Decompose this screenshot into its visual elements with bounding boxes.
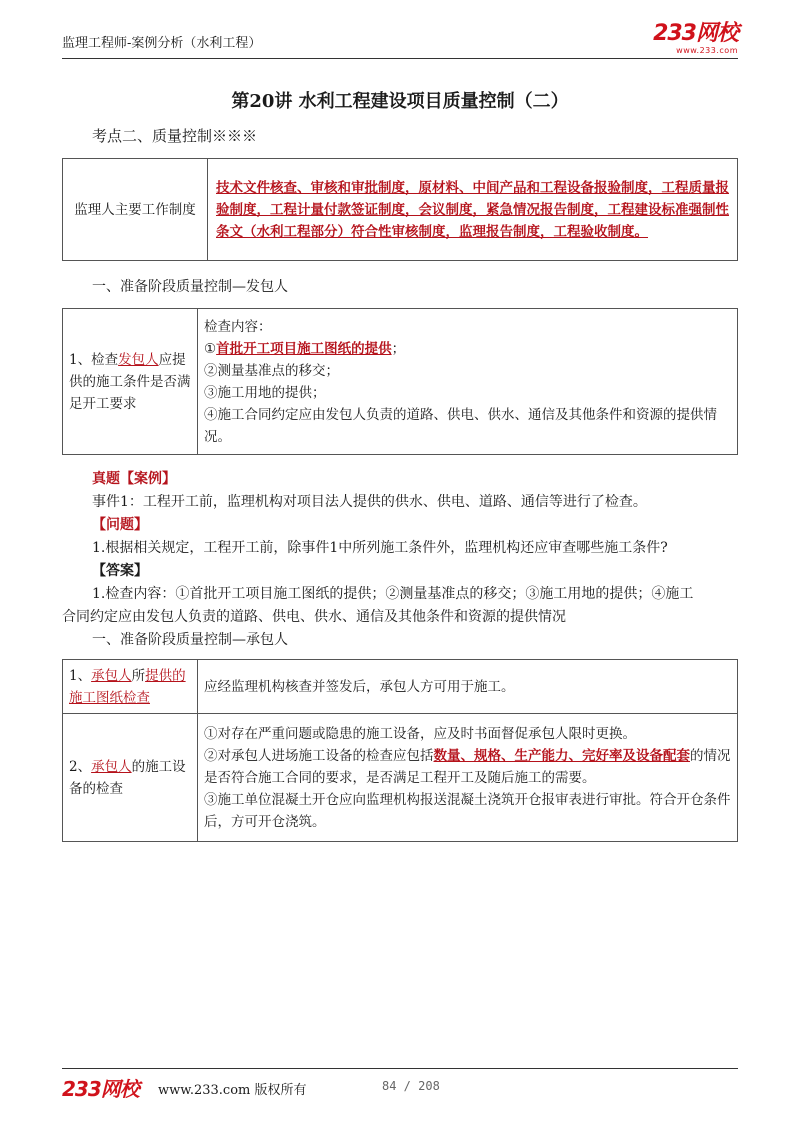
work-system-content: 技术文件核查、审核和审批制度，原材料、中间产品和工程设备报验制度，工程质量报验制度，工程计量付款签证制度，会议制度，紧急情况报告制度，工程建设标准强制性条文（水利工程部分）符合性审核制度，监理报告制度，工程验收制度。 [208,159,738,261]
answer-tag: 【答案】 [92,563,148,579]
logo-text: 233网校 [653,21,738,46]
label-prefix: 1、检查 [69,351,119,368]
row2-contractor: 承包人 [91,758,132,775]
employer-check-table [62,308,738,455]
case-event: 事件1：工程开工前，监理机构对项目法人提供的供水、供电、道路、通信等进行了检查。 [92,494,647,510]
drawing-check-content: 应经监理机构核查并签发后，承包人方可用于施工。 [198,660,738,714]
logo-url: www.233.com [676,46,738,55]
item-end: ； [391,340,406,357]
label-suffix: 应提供的施工条件是否满足开工要求 [69,351,191,412]
row2-suffix: 的施工设备的检查 [69,758,186,797]
drawing-check-label [63,660,198,714]
lecture-title: 第20讲 水利工程建设项目质量控制（二） [231,91,569,112]
row1-drawing-check: 提供的施工图纸检查 [69,667,186,706]
footer-site: www.233.com 版权所有 [158,1083,307,1098]
answer-line-2: 合同约定应由发包人负责的道路、供电、供水、通信及其他条件和资源的提供情况 [62,609,566,625]
row1-contractor: 承包人 [91,667,132,684]
equipment-item-3: ③施工单位混凝土开仓应向监理机构报送混凝土浇筑开仓报审表进行审批。符合开仓条件后，方可开仓浇筑。 [204,791,731,830]
question-tag: 【问题】 [92,517,148,533]
section-employer: 一、准备阶段质量控制—发包人 [92,279,288,295]
answer-line-1: 1.检查内容：①首批开工项目施工图纸的提供；②测量基准点的移交；③施工用地的提供；④施工 [92,586,694,602]
work-system-label: 监理人主要工作制度 [63,159,208,261]
employer-check-content [198,309,738,455]
equipment-item-2 [204,745,731,789]
topic-heading: 考点二、质量控制※※※ [92,127,258,145]
check-item-2: ②测量基准点的移交； [204,362,339,379]
item2-suffix: 的情况是否符合施工合同的要求，是否满足工程开工及随后施工的需要。 [204,747,731,786]
contractor-check-table [62,659,738,842]
check-item-1 [204,338,731,360]
page-header [62,21,738,59]
check-item-4: ④施工合同约定应由发包人负责的道路、供电、供水、通信及其他条件和资源的提供情况。 [204,406,717,445]
case-block [62,468,694,652]
item2-red-text: 数量、规格、生产能力、完好率及设备配套 [433,747,690,764]
course-name: 监理工程师-案例分析（水利工程） [62,36,262,51]
page-footer [62,1068,738,1101]
page-number: 84 / 208 [382,1079,440,1093]
question-text: 1.根据相关规定，工程开工前，除事件1中所列施工条件外，监理机构还应审查哪些施工条件? [92,540,668,556]
work-system-table [62,158,738,261]
equipment-check-label [63,714,198,842]
equipment-item-1: ①对存在严重问题或隐患的施工设备，应及时书面督促承包人限时更换。 [204,725,636,742]
employer-check-label [63,309,198,455]
case-tag: 真题【案例】 [92,471,176,487]
item-red-text: 首批开工项目施工图纸的提供 [216,340,392,357]
label-employer: 发包人 [118,351,159,368]
row1-prefix: 1、 [69,667,92,684]
row1-mid: 所 [131,667,146,684]
check-intro: 检查内容： [204,318,272,335]
brand-logo [653,22,738,55]
row2-prefix: 2、 [69,758,92,775]
item2-prefix: ②对承包人进场施工设备的检查应包括 [204,747,434,764]
footer-logo: 233网校 [62,1077,139,1101]
equipment-check-content [198,714,738,842]
section-contractor: 一、准备阶段质量控制—承包人 [92,632,288,648]
check-item-3: ③施工用地的提供； [204,384,326,401]
item-num: ① [204,340,217,357]
